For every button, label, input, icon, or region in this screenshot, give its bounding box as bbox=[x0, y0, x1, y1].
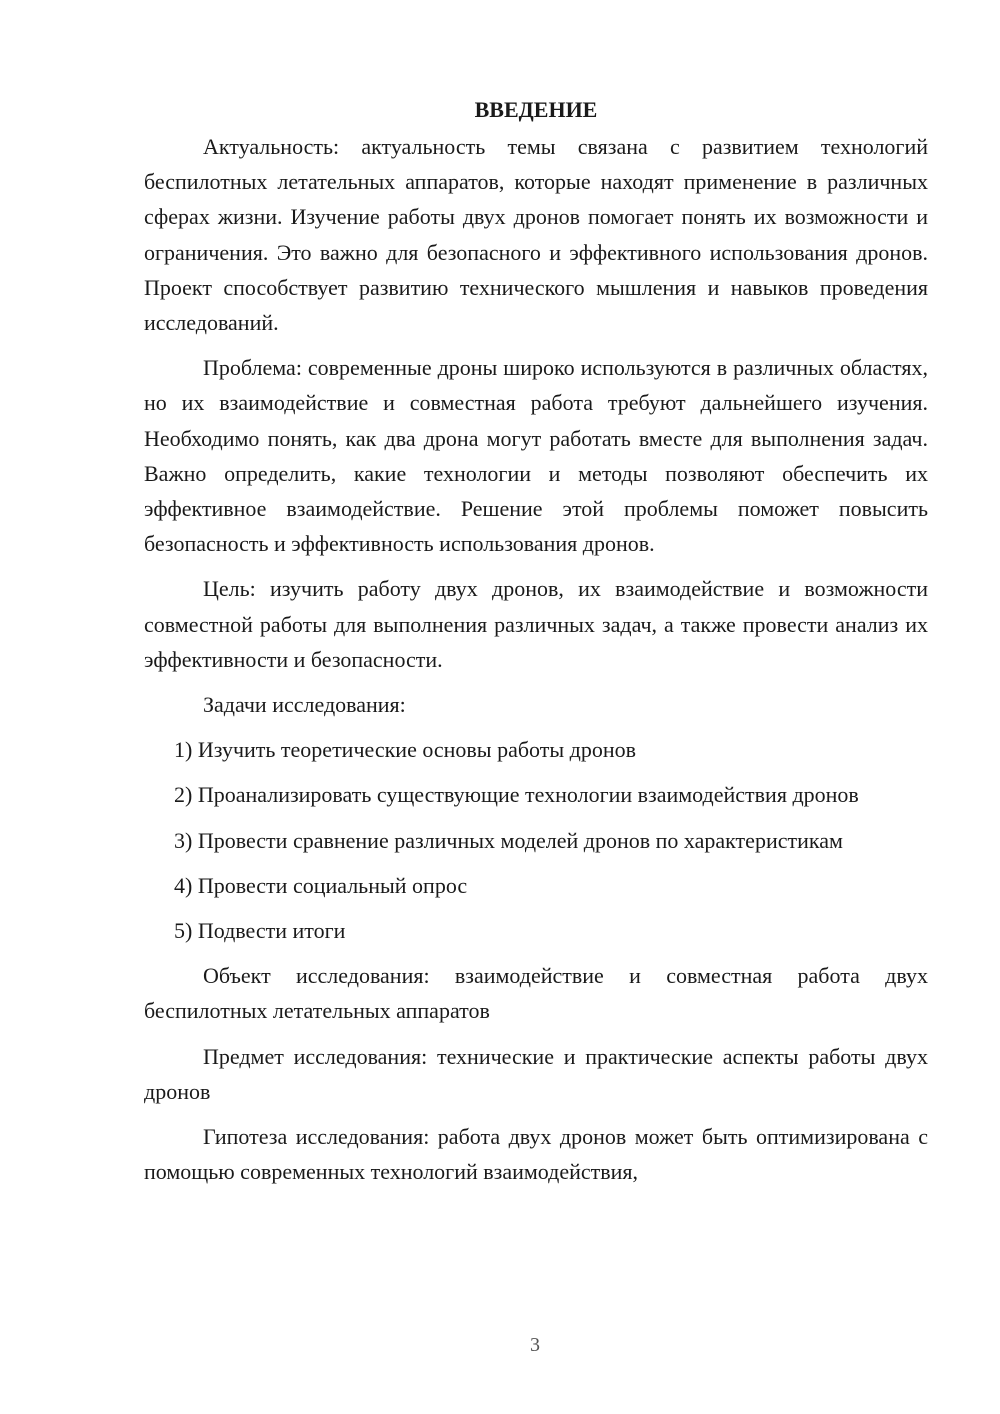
list-item: 2) Проанализировать существующие технологии взаимодействия дронов bbox=[174, 782, 859, 808]
list-item: 1) Изучить теоретические основы работы дронов bbox=[174, 737, 636, 763]
paragraph-hypothesis: Гипотеза исследования: работа двух дронов может быть оптимизирована с помощью современных технологий взаимодействия, bbox=[144, 1124, 928, 1185]
paragraph-relevance: Актуальность: актуальность темы связана с развитием технологий беспилотных летательных аппаратов, которые находят применение в различных сферах жизни. Изучение работы двух дронов помогает понять их возможности и ограничения. Это важно для безопасного и эффективного использования дронов. Проект способствует развитию технического мышления и навыков проведения исследований. bbox=[144, 134, 928, 336]
paragraph-goal: Цель: изучить работу двух дронов, их взаимодействие и возможности совместной работы для выполнения различных задач, а также провести анализ их эффективности и безопасности. bbox=[144, 576, 928, 672]
list-item: 3) Провести сравнение различных моделей дронов по характеристикам bbox=[174, 827, 843, 853]
list-item: 4) Провести социальный опрос bbox=[174, 872, 468, 898]
tasks-header: Задачи исследования: bbox=[203, 692, 406, 718]
document-page bbox=[144, 92, 928, 1199]
paragraph-object: Объект исследования: взаимодействие и совместная работа двух беспилотных летательных аппаратов bbox=[144, 963, 928, 1024]
section-heading: ВВЕДЕНИЕ bbox=[474, 97, 598, 122]
page-number: 3 bbox=[530, 1334, 540, 1356]
list-item: 5) Подвести итоги bbox=[174, 918, 346, 944]
paragraph-subject: Предмет исследования: технические и практические аспекты работы двух дронов bbox=[144, 1043, 928, 1104]
paragraph-problem: Проблема: современные дроны широко используются в различных областях, но их взаимодействие и совместная работа требуют дальнейшего изучения. Необходимо понять, как два дрона могут работать вместе для выполнения задач. Важно определить, какие технологии и методы позволяют обеспечить их эффективное взаимодействие. Решение этой проблемы поможет повысить безопасность и эффективность использования дронов. bbox=[144, 355, 928, 557]
